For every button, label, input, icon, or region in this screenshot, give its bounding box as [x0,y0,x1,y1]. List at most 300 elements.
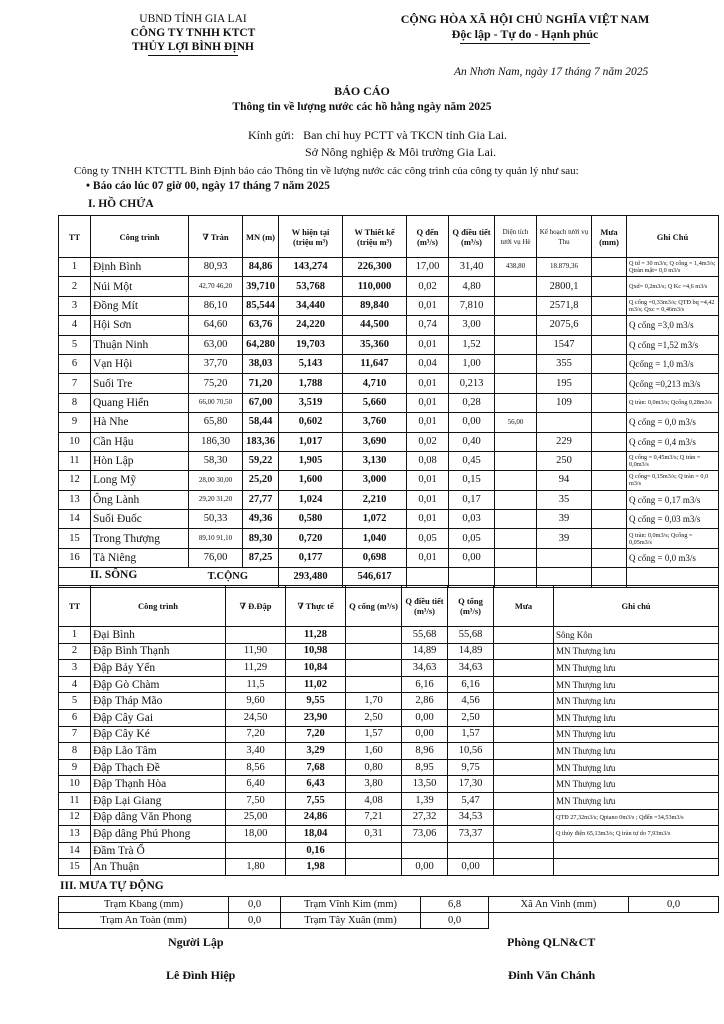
cell-tran: 66,00 70,50 [189,393,243,412]
reservoir-row [59,258,719,277]
cell-mua [592,471,627,490]
cell-qtong: 10,56 [448,743,494,760]
cell-mua [592,529,627,548]
cell-note: Q cống= 0,15m3/s; Q tràn = 0,0 m3/s [627,471,719,490]
cell-tt: 6 [59,354,91,373]
rain-station: Trạm Tây Xuân (mm) [281,913,421,929]
cell-mn: 49,36 [243,510,279,529]
cell-dap: 24,50 [226,709,286,726]
cell-qtong: 0,00 [448,859,494,876]
river-header-row [59,586,719,627]
cell-dap: 11,90 [226,643,286,660]
cell-name: Định Bình [91,258,189,277]
cell-kh: 2800,1 [537,277,592,296]
cell-dap [226,627,286,644]
cell-w: 3,519 [279,393,343,412]
cell-qden: 0,01 [407,374,449,393]
cell-qdt: 3,00 [449,316,495,335]
cell-qden: 0,08 [407,451,449,470]
cell-note: MN Thượng lưu [554,643,719,660]
cell-qdt: 1,52 [449,335,495,354]
cell-wtk: 3,760 [343,413,407,432]
river-row [59,759,719,776]
cell-kh: 355 [537,354,592,373]
reservoir-row [59,471,719,490]
col-tt: TT [59,586,91,627]
cell-w: 34,440 [279,296,343,315]
col-mua: Mưa [494,586,554,627]
cell-kh: 35 [537,490,592,509]
col-ghi-chu: Ghi chú [554,586,719,627]
cell-name: Trong Thượng [91,529,189,548]
cell-tt: 4 [59,676,91,693]
cell-mua [592,296,627,315]
cell-dt: 438,80 [495,258,537,277]
cell-qcong: 0,31 [346,826,402,843]
cell-mua [592,510,627,529]
cell-mua [494,842,554,859]
cell-qden: 0,01 [407,296,449,315]
cell-w: 24,220 [279,316,343,335]
cell-thuc-te: 6,43 [286,776,346,793]
cell-mn: 38,03 [243,354,279,373]
cell-note: MN Thượng lưu [554,660,719,677]
cell-qdt: 0,213 [449,374,495,393]
cell-qcong [346,660,402,677]
cell-qdt: 0,00 [402,859,448,876]
reservoir-row [59,296,719,315]
col-thuc-te: ∇ Thực tế [286,586,346,627]
cell-kh: 229 [537,432,592,451]
cell-wtk: 226,300 [343,258,407,277]
cell-qtong: 2,50 [448,709,494,726]
national-title: CỘNG HÒA XÃ HỘI CHỦ NGHĨA VIỆT NAM [400,12,650,26]
cell-qdt: 13,50 [402,776,448,793]
reservoir-row [59,413,719,432]
reservoir-row [59,374,719,393]
cell-w: 0,177 [279,548,343,567]
cell-mua [592,374,627,393]
cell-mua [494,792,554,809]
cell-name: Hòn Lập [91,451,189,470]
total-wtk: 546,617 [343,568,407,587]
cell-name: Núi Một [91,277,189,296]
company-name: CÔNG TY TNHH KTCT [130,27,256,39]
cell-mn: 67,00 [243,393,279,412]
cell-mn: 84,86 [243,258,279,277]
cell-tt: 1 [59,627,91,644]
cell-dt [495,548,537,567]
cell-mua [592,335,627,354]
cell-kh: 250 [537,451,592,470]
cell-dt [495,316,537,335]
cell-tt: 13 [59,826,91,843]
cell-mn: 63,76 [243,316,279,335]
cell-mua [494,776,554,793]
report-time: • Báo cáo lúc 07 giờ 00, ngày 17 tháng 7 năm 2025 [86,180,330,192]
rain-value: 6,8 [421,897,489,913]
cell-qden: 0,01 [407,510,449,529]
cell-mn: 89,30 [243,529,279,548]
cell-dap: 7,50 [226,792,286,809]
cell-qdt: 1,00 [449,354,495,373]
cell-qdt [402,842,448,859]
river-table [58,585,719,876]
cell-w: 1,788 [279,374,343,393]
reservoir-row [59,277,719,296]
cell-name: Đại Bình [91,627,226,644]
cell-mua [494,759,554,776]
cell-qtong: 34,63 [448,660,494,677]
cell-name: An Thuận [91,859,226,876]
reservoir-row [59,316,719,335]
cell-w: 19,703 [279,335,343,354]
river-row [59,776,719,793]
cell-qdt: 8,95 [402,759,448,776]
cell-qcong: 2,50 [346,709,402,726]
cell-tt: 12 [59,471,91,490]
cell-name: Long Mỹ [91,471,189,490]
cell-qtong: 9,75 [448,759,494,776]
cell-wtk: 89,840 [343,296,407,315]
cell-tran: 58,30 [189,451,243,470]
cell-tran: 86,10 [189,296,243,315]
cell-tt: 5 [59,335,91,354]
cell-name: Ông Lành [91,490,189,509]
cell-wtk: 3,690 [343,432,407,451]
cell-dt [495,374,537,393]
cell-qdt: 0,40 [449,432,495,451]
reservoir-header-row [59,216,719,258]
cell-kh: 2571,8 [537,296,592,315]
cell-note: MN Thượng lưu [554,693,719,710]
cell-dap: 3,40 [226,743,286,760]
recipients [248,127,507,161]
cell-mua [592,490,627,509]
cell-qdt: 1,39 [402,792,448,809]
cell-mua [592,432,627,451]
preparer-title: Người Lập [168,935,224,949]
cell-qden: 0,02 [407,432,449,451]
cell-tt: 7 [59,726,91,743]
section-rain: III. MƯA TỰ ĐỘNG [60,880,164,892]
cell-dt [495,354,537,373]
cell-wtk: 5,660 [343,393,407,412]
cell-mn: 85,544 [243,296,279,315]
cell-tt: 15 [59,859,91,876]
cell-mua [494,826,554,843]
rain-value: 0,0 [229,913,281,929]
cell-name: Đầm Trà Ổ [91,842,226,859]
cell-qden: 0,01 [407,393,449,412]
cell-name: Cần Hậu [91,432,189,451]
cell-name: Đập Thạch Đề [91,759,226,776]
cell-dap: 6,40 [226,776,286,793]
cell-name: Tà Niêng [91,548,189,567]
cell-note: Q cống =1,52 m3/s [627,335,719,354]
cell-w: 0,720 [279,529,343,548]
cell-tran: 29,20 31,20 [189,490,243,509]
cell-dt [495,490,537,509]
preparer-name: Lê Đình Hiệp [166,968,236,982]
cell-qcong: 7,21 [346,809,402,826]
cell-note: Q cống =3,0 m3/s [627,316,719,335]
cell-thuc-te: 18,04 [286,826,346,843]
cell-qden: 0,01 [407,413,449,432]
cell-kh: 39 [537,529,592,548]
section-reservoirs: I. HỒ CHỨA [88,198,154,210]
cell-qtong: 34,53 [448,809,494,826]
cell-name: Quang Hiển [91,393,189,412]
cell-mua [494,676,554,693]
recipients-label: Kính gửi: [248,128,295,142]
empty-cell [489,913,719,929]
cell-qden: 0,02 [407,277,449,296]
cell-mua [592,316,627,335]
col-ke-hoach: Kế hoạch tưới vụ Thu [537,216,592,258]
cell-mua [494,643,554,660]
cell-name: Đập Bình Thạnh [91,643,226,660]
total-w: 293,480 [279,568,343,587]
rain-value: 0,0 [421,913,489,929]
cell-dap: 7,20 [226,726,286,743]
cell-tt: 13 [59,490,91,509]
col-q-dieu-tiet: Q điều tiết (m³/s) [402,586,448,627]
cell-qdt: 0,45 [449,451,495,470]
cell-qdt: 0,00 [402,726,448,743]
cell-tt: 8 [59,393,91,412]
cell-note: Q tràn: 0,0m3/s; Qcống 0,28m3/s [627,393,719,412]
reservoir-row [59,393,719,412]
department-title: Phòng QLN&CT [507,935,596,949]
cell-w: 53,768 [279,277,343,296]
cell-qcong: 0,80 [346,759,402,776]
cell-thuc-te: 10,98 [286,643,346,660]
cell-tt: 10 [59,432,91,451]
cell-mn: 27,77 [243,490,279,509]
cell-tran: 63,00 [189,335,243,354]
cell-tt: 9 [59,413,91,432]
cell-thuc-te: 10,84 [286,660,346,677]
cell-wtk: 44,500 [343,316,407,335]
cell-tran: 89,10 91,10 [189,529,243,548]
cell-qdt: 4,80 [449,277,495,296]
cell-mua [592,548,627,567]
cell-name: Hội Sơn [91,316,189,335]
cell-mua [494,743,554,760]
cell-dap: 11,29 [226,660,286,677]
cell-tt: 8 [59,743,91,760]
cell-thuc-te: 9,55 [286,693,346,710]
cell-kh: 94 [537,471,592,490]
cell-qden: 0,01 [407,548,449,567]
cell-qdt: 34,63 [402,660,448,677]
province-name: UBND TỈNH GIA LAI [139,13,247,25]
cell-mua [494,693,554,710]
cell-note: MN Thượng lưu [554,776,719,793]
cell-tt: 5 [59,693,91,710]
cell-mn: 71,20 [243,374,279,393]
cell-tran: 37,70 [189,354,243,373]
river-row [59,709,719,726]
cell-qdt: 7,810 [449,296,495,315]
cell-qdt: 31,40 [449,258,495,277]
river-row [59,859,719,876]
cell-tt: 14 [59,842,91,859]
divider [148,55,238,56]
cell-qdt: 0,05 [449,529,495,548]
cell-qden: 0,05 [407,529,449,548]
cell-tran: 28,00 30,00 [189,471,243,490]
cell-thuc-te: 3,29 [286,743,346,760]
cell-note [554,842,719,859]
river-row [59,643,719,660]
cell-mua [494,859,554,876]
cell-mua [592,393,627,412]
rain-station: Trạm Kbang (mm) [59,897,229,913]
cell-name: Thuận Ninh [91,335,189,354]
cell-qcong: 3,80 [346,776,402,793]
cell-w: 1,024 [279,490,343,509]
cell-dt [495,510,537,529]
cell-tt: 15 [59,529,91,548]
cell-dap [226,842,286,859]
cell-thuc-te: 7,68 [286,759,346,776]
department-head-name: Đinh Văn Chánh [508,968,596,982]
cell-name: Đập Bảy Yển [91,660,226,677]
river-row [59,660,719,677]
cell-qcong [346,643,402,660]
cell-tran: 75,20 [189,374,243,393]
cell-mn: 64,280 [243,335,279,354]
cell-qtong: 55,68 [448,627,494,644]
cell-qdt: 0,00 [402,709,448,726]
cell-name: Suối Tre [91,374,189,393]
cell-qtong: 5,47 [448,792,494,809]
rain-table [58,896,719,929]
cell-mn: 183,36 [243,432,279,451]
reservoir-rows [59,258,719,588]
cell-note: Qcống = 1,0 m3/s [627,354,719,373]
cell-tran: 42,70 46,20 [189,277,243,296]
river-rows [59,627,719,876]
report-subtitle: Thông tin về lượng nước các hồ hằng ngày năm 2025 [232,101,492,113]
river-row [59,792,719,809]
cell-qcong: 1,60 [346,743,402,760]
river-row [59,809,719,826]
cell-dt [495,393,537,412]
cell-tt: 2 [59,277,91,296]
cell-mua [494,809,554,826]
divider [460,43,590,44]
cell-mn: 59,22 [243,451,279,470]
reservoir-row [59,529,719,548]
cell-qdt: 0,03 [449,510,495,529]
cell-kh: 18.879,36 [537,258,592,277]
cell-w: 1,017 [279,432,343,451]
header-left [88,12,298,56]
cell-kh: 195 [537,374,592,393]
cell-name: Vạn Hội [91,354,189,373]
cell-qdt: 27,32 [402,809,448,826]
cell-mn: 25,20 [243,471,279,490]
cell-note: MN Thượng lưu [554,676,719,693]
col-d-dap: ∇ Đ.Đập [226,586,286,627]
col-tran: ∇ Tràn [189,216,243,258]
col-q-den: Q đến (m³/s) [407,216,449,258]
cell-qcong [346,859,402,876]
cell-qden: 0,01 [407,490,449,509]
cell-note: Qxd= 0,2m3/s; Q Kc =4,6 m3/s [627,277,719,296]
cell-note: Q cống = 0,45m3/s; Q tràn = 0,0m3/s [627,451,719,470]
company-name-2: THỦY LỢI BÌNH ĐỊNH [132,41,254,53]
cell-mua [494,660,554,677]
cell-tt: 6 [59,709,91,726]
cell-wtk: 2,210 [343,490,407,509]
col-dien-tich: Diện tích tưới vụ Hè [495,216,537,258]
river-row [59,826,719,843]
cell-thuc-te: 7,20 [286,726,346,743]
col-mn: MN (m) [243,216,279,258]
cell-name: Đập Tháp Mão [91,693,226,710]
col-cong-trinh: Công trình [91,586,226,627]
cell-name: Đập Cây Ké [91,726,226,743]
cell-dt [495,277,537,296]
cell-name: Đập Lão Tâm [91,743,226,760]
cell-tran: 50,33 [189,510,243,529]
col-tt: TT [59,216,91,258]
cell-kh [537,413,592,432]
cell-note: Q cống = 0,0 m3/s [627,413,719,432]
reservoir-row [59,548,719,567]
cell-name: Hà Nhe [91,413,189,432]
cell-note: MN Thượng lưu [554,792,719,809]
cell-kh: 109 [537,393,592,412]
cell-qden: 0,01 [407,471,449,490]
col-q-cong: Q cống (m³/s) [346,586,402,627]
report-date: An Nhơn Nam, ngày 17 tháng 7 năm 2025 [454,66,649,78]
section-rivers: II. SÔNG [90,569,138,581]
rain-value: 0,0 [629,897,719,913]
cell-mn: 87,25 [243,548,279,567]
reservoir-row [59,451,719,470]
cell-qcong: 1,70 [346,693,402,710]
cell-thuc-te: 11,02 [286,676,346,693]
reservoir-row [59,490,719,509]
report-title: BÁO CÁO [334,84,390,98]
reservoir-row [59,432,719,451]
cell-note: Q cống = 0,4 m3/s [627,432,719,451]
cell-tran: 65,80 [189,413,243,432]
cell-name: Đập dâng Phú Phong [91,826,226,843]
cell-dap: 25,00 [226,809,286,826]
recipient-1: Ban chỉ huy PCTT và TKCN tỉnh Gia Lai. [303,128,508,142]
col-ghi-chu: Ghi Chú [627,216,719,258]
cell-note: Q thủy điện 65,13m3/s; Q tràn tự do 7,93m3/s [554,826,719,843]
cell-dap: 1,80 [226,859,286,876]
cell-wtk: 35,360 [343,335,407,354]
cell-dt [495,451,537,470]
cell-wtk: 11,647 [343,354,407,373]
reservoir-table [58,215,719,588]
cell-mua [494,726,554,743]
cell-w: 0,580 [279,510,343,529]
cell-qden: 17,00 [407,258,449,277]
col-mua: Mưa (mm) [592,216,627,258]
cell-dt [495,296,537,315]
cell-wtk: 0,698 [343,548,407,567]
rain-row [59,897,719,913]
